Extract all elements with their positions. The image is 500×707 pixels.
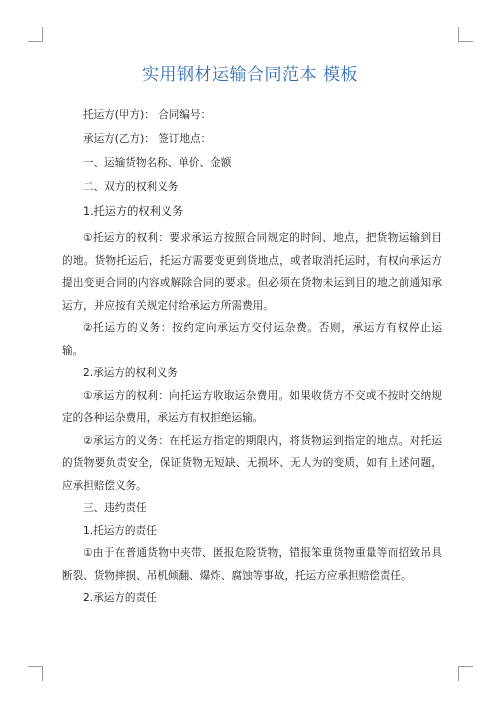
paragraph-shipper-liability: ①由于在普通货物中夹带、匿报危险货物，错报笨重货物重量等而招致吊具断裂、货物摔损、吊机倾翻、爆炸、腐蚀等事故，托运方应承担赔偿责任。 (62, 547, 442, 582)
document-title: 实用钢材运输合同范本 模板 (142, 65, 358, 85)
section-heading-rights: 二、双方的权利义务 (83, 181, 179, 193)
paragraph-shipper-duties: ②托运方的义务：按约定向承运方交付运杂费。否则，承运方有权停止运输。 (62, 322, 442, 357)
subheading-shipper-liability: 1.托运方的责任 (83, 524, 157, 537)
section-heading-liability: 三、违约责任 (83, 502, 147, 514)
subheading-shipper-rights: 1.托运方的权利义务 (83, 205, 184, 218)
paragraph-carrier-duties: ②承运方的义务：在托运方指定的期限内，将货物运到指定的地点。对托运的货物要负责安全，保证货物无短缺、无损坏、无人为的变质，如有上述问题，应承担赔偿义务。 (62, 434, 442, 492)
carrier-line: 承运方(乙方)： 签订地点： (83, 133, 212, 145)
crop-mark-bottom-left (28, 666, 43, 681)
document-body (62, 108, 442, 610)
paragraph-carrier-rights: ①承运方的权利：向托运方收取运杂费用。如果收货方不交或不按时交纳规定的各种运杂费用，承运方有权拒绝运输。 (62, 389, 442, 424)
subheading-carrier-rights: 2.承运方的权利义务 (83, 367, 178, 379)
crop-mark-bottom-right (458, 666, 473, 681)
crop-mark-top-left (28, 27, 43, 42)
subheading-carrier-liability: 2.承运方的责任 (83, 592, 157, 604)
paragraph-shipper-rights: ①托运方的权利：要求承运方按照合同规定的时间、地点，把货物运输到目的地。货物托运后，托运方需要变更到货地点，或者取消托运时，有权向承运方提出变更合同的内容或解除合同的要求。但必须在货物未运到目的地之前通知承运方，并应按有关规定付给承运方所需费用。 (62, 232, 442, 312)
shipper-line: 托运方(甲方)： 合同编号： (83, 109, 212, 121)
section-heading-goods: 一、运输货物名称、单价、金额 (83, 157, 232, 169)
crop-mark-top-right (458, 27, 473, 42)
